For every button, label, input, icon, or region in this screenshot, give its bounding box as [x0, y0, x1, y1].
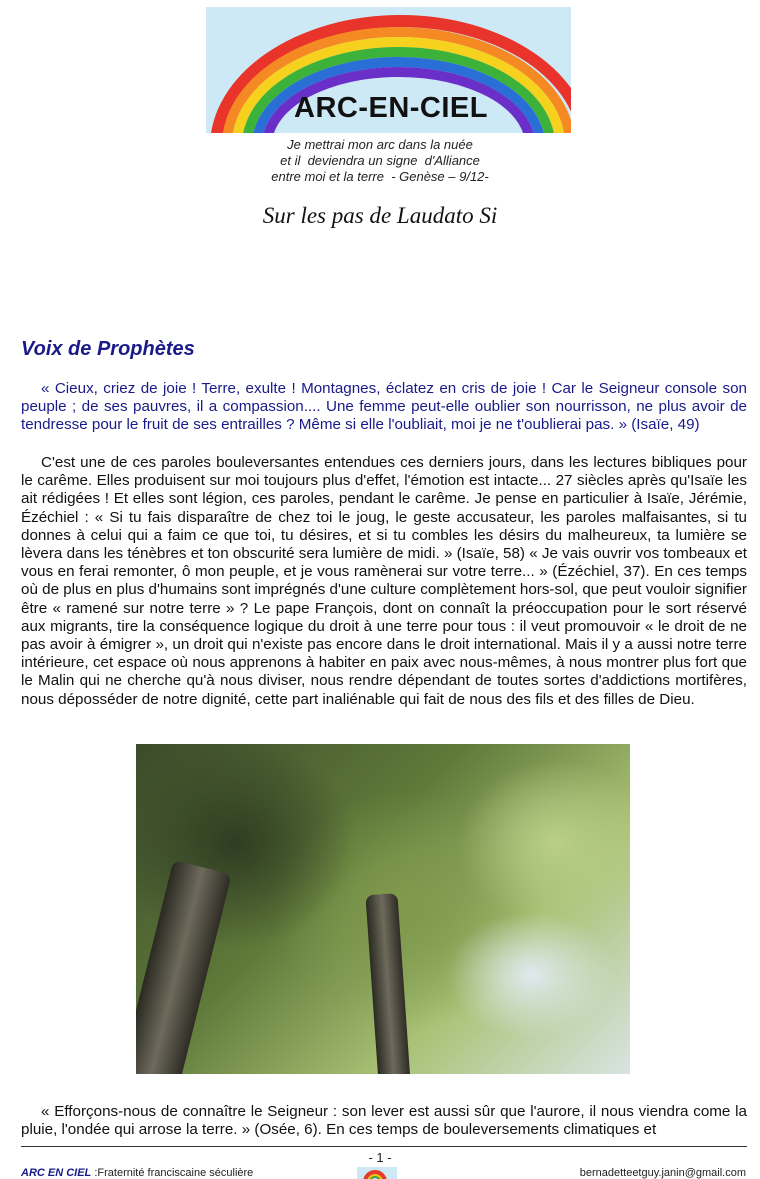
tree-trunk: [365, 893, 410, 1074]
footer-rainbow-icon: [357, 1167, 397, 1179]
body-paragraph: « Efforçons-nous de connaître le Seigneur : son lever est aussi sûr que l'aurore, il nous viendra come la pluie, l'ondée qui arrose la terre. » (Osée, 6). En ces temps de bouleversements climatiques et: [21, 1103, 747, 1139]
tagline-line: entre moi et la terre - Genèse – 9/12-: [271, 169, 489, 184]
footer-email[interactable]: bernadetteetguy.janin@gmail.com: [579, 1167, 746, 1179]
page-number: - 1 -: [368, 1150, 392, 1165]
section-heading: Voix de Prophètes: [21, 338, 195, 360]
tagline: [0, 137, 760, 185]
tree-trunk: [136, 860, 232, 1074]
footer-brand-name: ARC EN CIEL: [21, 1167, 92, 1179]
footer-brand: [21, 1167, 253, 1179]
quote-paragraph: « Cieux, criez de joie ! Terre, exulte ! Montagnes, éclatez en cris de joie ! Car le Seigneur console son peuple ; de ses pauvres, il a compassion.... Une femme peut-elle oublier son nourrisson, ne plus avoir de tendresse pour le fruit de ses entrailles ? Même si elle l'oubliait, moi je ne t'oublierai pas. » (Isaïe, 49): [21, 380, 747, 434]
footer-brand-suffix: :Fraternité franciscaine séculière: [91, 1167, 254, 1179]
body-paragraph: C'est une de ces paroles bouleversantes entendues ces derniers jours, dans les lectures bibliques pour le carême. Elles produisent sur moi toujours plus d'effet, l'émotion est intacte... 27 siècles après qu'Isaïe les ait rédigées ! Et elles sont légion, ces paroles, pendant le carême. Je pense en particulier à Isaïe, Jérémie, Ézéchiel : « Si tu fais disparaître de chez toi le joug, le geste accusateur, les paroles malfaisantes, si tu donnes à celui qui a faim ce que toi, tu désires, et si tu combles les désirs du malheureux, ta lumière se lèvera dans les ténèbres et ton obscurité sera lumière de midi. » (Isaïe, 58) « Je vais ouvrir vos tombeaux et vous en ferai remonter, ô mon peuple, et je vous ramènerai sur votre terre... » (Ézéchiel, 37). En ces temps où de plus en plus d'humains sont imprégnés d'une culture complètement hors-sol, que peut vouloir signifier être « ramené sur notre terre » ? Le pape François, dont on connaît la préoccupation pour le sort réservé aux migrants, tire la conséquence logique du droit à une terre pour tous : il veut promouvoir « le droit de ne pas avoir à émigrer », un droit qui n'existe pas encore dans le droit international. Mais il y a aussi notre terre intérieure, cet espace où nous apprenons à habiter en paix avec nous-mêmes, à nous montrer plus fort que le Malin qui ne cherche qu'à nous diviser, nous rendre dépendant de toutes sortes d'addictions mortifères, nous déposséder de notre dignité, cette part inaliénable qui fait de nous des fils et des filles de Dieu.: [21, 454, 747, 708]
page-subtitle: Sur les pas de Laudato Si: [262, 203, 498, 228]
rainbow-banner: [206, 7, 571, 133]
banner-title: ARC-EN-CIEL: [294, 92, 488, 124]
footer-divider: [21, 1146, 747, 1147]
tagline-line: Je mettrai mon arc dans la nuée: [287, 137, 473, 152]
tree-canopy-photo: [136, 744, 630, 1074]
tagline-line: et il deviendra un signe d'Alliance: [280, 153, 480, 168]
